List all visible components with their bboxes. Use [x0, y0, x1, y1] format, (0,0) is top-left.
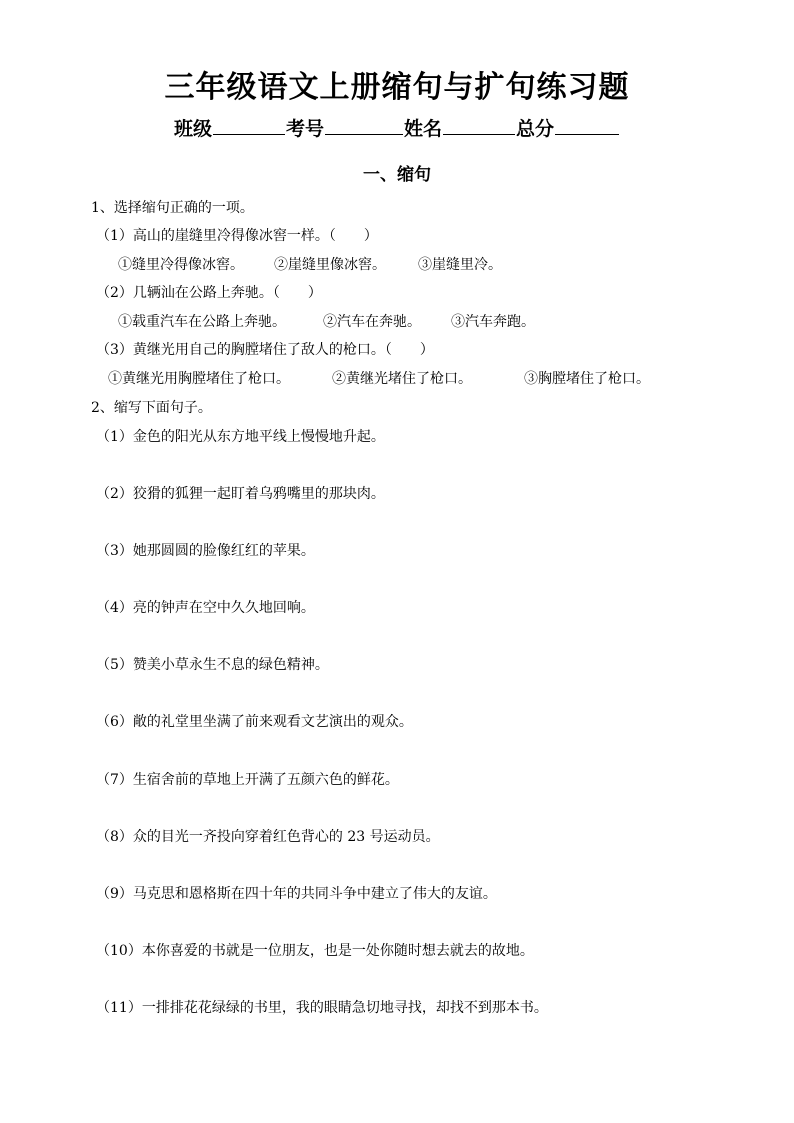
question-1-heading: 1、选择缩句正确的一项。	[91, 200, 254, 216]
option[interactable]: ②崖缝里像冰窖。	[274, 257, 386, 273]
class-blank[interactable]	[213, 116, 285, 135]
question-1-item-2-options	[118, 313, 535, 331]
name-blank[interactable]	[443, 116, 515, 135]
option[interactable]: ①缝里冷得像冰窖。	[118, 257, 244, 273]
question-2-item: （7）生宿舍前的草地上开满了五颜六色的鲜花。	[96, 772, 399, 788]
question-2-item: （10）本你喜爱的书就是一位朋友，也是一处你随时想去就去的故地。	[96, 943, 534, 959]
student-info-row	[0, 114, 794, 141]
question-2-item: （5）赞美小草永生不息的绿色精神。	[96, 657, 329, 673]
question-2-item: （9）马克思和恩格斯在四十年的共同斗争中建立了伟大的友谊。	[96, 886, 497, 902]
score-blank[interactable]	[555, 116, 619, 135]
question-1-item-1: （1）高山的崖缝里冷得像冰窖一样。（ ）	[96, 228, 378, 244]
question-2-item: （1）金色的阳光从东方地平线上慢慢地升起。	[96, 429, 385, 445]
document-title: 三年级语文上册缩句与扩句练习题	[164, 70, 630, 105]
question-2-item: （4）亮的钟声在空中久久地回响。	[96, 600, 315, 616]
name-label: 姓名	[404, 118, 443, 140]
question-1-item-1-options	[118, 256, 502, 274]
exam-number-blank[interactable]	[325, 116, 403, 135]
option[interactable]: ③崖缝里冷。	[418, 257, 502, 273]
section-title: 一、缩句	[363, 165, 431, 185]
class-label: 班级	[173, 118, 212, 140]
option[interactable]: ②黄继光堵住了枪口。	[332, 371, 472, 387]
question-1-item-2: （2）几辆汕在公路上奔驰。（ ）	[96, 285, 322, 301]
question-2-item: （2）狡猾的狐狸一起盯着乌鸦嘴里的那块肉。	[96, 486, 385, 502]
exam-number-label: 考号	[285, 118, 324, 140]
option[interactable]: ②汽车在奔驰。	[323, 314, 421, 330]
question-1-item-3-options	[108, 370, 650, 388]
option[interactable]: ①黄继光用胸膛堵住了枪口。	[108, 371, 290, 387]
question-2-item: （3）她那圆圆的脸像红红的苹果。	[96, 543, 315, 559]
question-2-heading: 2、缩写下面句子。	[91, 400, 212, 416]
question-2-item: （11）一排排花花绿绿的书里，我的眼睛急切地寻找，却找不到那本书。	[96, 1000, 548, 1016]
question-1-item-3: （3）黄继光用自己的胸膛堵住了敌人的枪口。（ ）	[96, 342, 434, 358]
option[interactable]: ③汽车奔跑。	[451, 314, 535, 330]
question-2-item: （6）敞的礼堂里坐满了前来观看文艺演出的观众。	[96, 714, 413, 730]
question-2-item: （8）众的目光一齐投向穿着红色背心的 23 号运动员。	[96, 829, 440, 845]
option[interactable]: ③胸膛堵住了枪口。	[524, 371, 650, 387]
score-label: 总分	[516, 118, 555, 140]
option[interactable]: ①载重汽车在公路上奔驰。	[118, 314, 286, 330]
